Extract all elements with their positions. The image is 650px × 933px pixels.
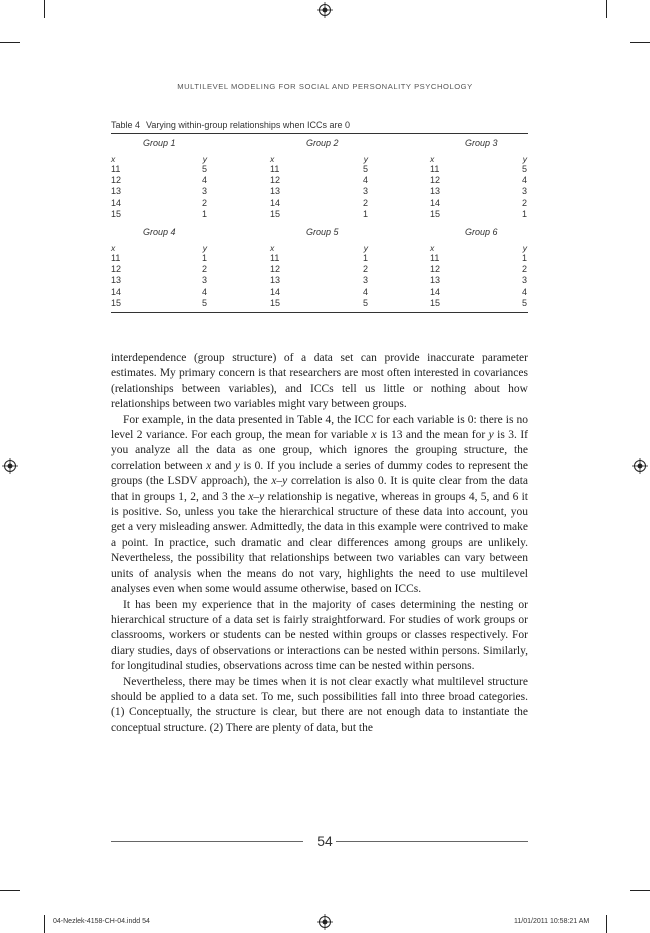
registration-mark-icon	[2, 458, 18, 474]
column-header-y: y	[522, 243, 527, 253]
table-bottom-rule	[111, 312, 528, 313]
table-cell-y: 4	[201, 175, 207, 186]
table-cell-x: 12	[111, 175, 122, 186]
crop-mark	[0, 890, 20, 891]
column-header-x: x	[111, 243, 116, 253]
registration-mark-icon	[632, 458, 648, 474]
column-header-y: y	[363, 243, 368, 253]
table-cell-y: 5	[362, 164, 368, 174]
paragraph: Nevertheless, there may be times when it is not clear exactly what multilevel structure should be applied to a data set. To me, such possibilities fall into three broad categories. (1) Conceptually, the structure is clear, but there are not enough data to instantiate the conceptual structure. (2) There are plenty of data, but the	[111, 675, 528, 734]
table-cell-x: 15	[430, 297, 441, 308]
table-cell-y: 1	[201, 253, 207, 263]
table-cell-y: 5	[362, 297, 368, 308]
column-header-x: x	[430, 154, 435, 164]
table-cell-y: 3	[362, 275, 368, 286]
table-cell-x: 11	[111, 253, 121, 263]
body-text	[111, 351, 528, 736]
table-cell-y: 2	[201, 197, 207, 208]
table-cell-y: 2	[521, 264, 527, 275]
table-cell-x: 12	[270, 175, 281, 186]
footer-rule-right	[336, 841, 528, 842]
table-cell-x: 14	[430, 286, 441, 297]
table-cell-y: 4	[521, 286, 527, 297]
table-label: Table 4	[111, 120, 141, 130]
table-top-rule	[111, 133, 528, 134]
column-header-x: x	[430, 243, 435, 253]
table-cell-x: 14	[270, 286, 281, 297]
table-cell-y: 3	[201, 186, 207, 197]
slug-date: 11/01/2011 10:58:21 AM	[514, 918, 590, 925]
table-cell-x: 11	[111, 164, 121, 174]
paragraph: interdependence (group structure) of a data set can provide inaccurate parameter estimates. My primary concern is that researchers are most often interested in covariances (relationships between variables), and ICCs tell us little or nothing about how relationships between two variables might vary between groups.	[111, 352, 528, 411]
table-cell-x: 12	[430, 175, 441, 186]
group-header: Group 5	[306, 227, 339, 237]
table-cell-y: 1	[521, 208, 527, 219]
table-cell-x: 12	[430, 264, 441, 275]
footer-rule-left	[111, 841, 303, 842]
group-header: Group 3	[465, 138, 498, 148]
table-cell-x: 13	[270, 186, 281, 197]
table-cell-x: 13	[430, 186, 441, 197]
crop-mark	[630, 890, 650, 891]
column-header-x: x	[270, 243, 275, 253]
table-cell-y: 5	[201, 164, 207, 174]
running-head: MULTILEVEL MODELING FOR SOCIAL AND PERSONALITY PSYCHOLOGY	[177, 82, 473, 91]
column-header-y: y	[202, 154, 207, 164]
table-cell-x: 11	[270, 164, 280, 174]
paragraph: For example, in the data presented in Table 4, the ICC for each variable is 0: there is no level 2 variance. For each group, the mean for variable x is 13 and the mean for y is 3. If you analyze all the data as one group, which ignores the grouping structure, the correlation between x and y is 0. If you include a series of dummy codes to represent the groups (the LSDV approach), the x–y correlation is also 0. It is quite clear from the data that in groups 1, 2, and 3 the x–y relationship is negative, whereas in groups 4, 5, and 6 it is positive. So, unless you take the hierarchical structure of these data into account, you get a very misleading answer. Admittedly, the data in this example were contrived to make a point. In practice, such dramatic and clear differences among groups are unlikely. Nevertheless, the possibility that relationships between two variables can vary between units of analysis when the means do not vary, highlights the need to use multilevel analyses even when some would assume otherwise, based on ICCs.	[111, 413, 528, 596]
table-cell-y: 5	[521, 164, 527, 174]
table-cell-y: 1	[521, 253, 527, 263]
column-header-x: x	[270, 154, 275, 164]
table-caption	[111, 120, 350, 130]
table-cell-y: 3	[521, 186, 527, 197]
table-cell-y: 2	[362, 197, 368, 208]
table-cell-x: 13	[430, 275, 441, 286]
table-cell-x: 15	[430, 208, 441, 219]
table-cell-y: 4	[362, 286, 368, 297]
table-cell-y: 1	[362, 208, 368, 219]
table-cell-x: 15	[270, 297, 281, 308]
table-cell-y: 2	[521, 197, 527, 208]
table-cell-y: 4	[362, 175, 368, 186]
table-cell-x: 14	[430, 197, 441, 208]
table-cell-x: 12	[111, 264, 122, 275]
crop-mark	[606, 915, 607, 933]
table-cell-y: 5	[201, 297, 207, 308]
table-cell-x: 13	[111, 275, 122, 286]
crop-mark	[44, 915, 45, 933]
table-cell-x: 14	[111, 286, 122, 297]
table-caption-text: Varying within-group relationships when ICCs are 0	[146, 120, 350, 130]
crop-mark	[44, 0, 45, 18]
table-cell-x: 12	[270, 264, 281, 275]
registration-mark-icon	[317, 2, 333, 18]
table-cell-y: 5	[521, 297, 527, 308]
table-cell-y: 1	[362, 253, 368, 263]
table-cell-y: 2	[362, 264, 368, 275]
column-header-x: x	[111, 154, 116, 164]
column-header-y: y	[522, 154, 527, 164]
table-cell-x: 15	[270, 208, 281, 219]
table-cell-x: 14	[270, 197, 281, 208]
crop-mark	[0, 42, 20, 43]
slug-file: 04-Nezlek-4158-CH-04.indd 54	[53, 918, 150, 925]
table-cell-y: 1	[201, 208, 207, 219]
paragraph: It has been my experience that in the majority of cases determining the nesting or hierarchical structure of a data set is fairly straightforward. For studies of work groups or classrooms, workers or students can be nested within groups or classes respectively. For diary studies, days of observations or interactions can be nested within persons. Similarly, for longitudinal studies, observations across time can be nested within persons.	[111, 598, 528, 673]
group-header: Group 2	[306, 138, 339, 148]
group-header: Group 6	[465, 227, 498, 237]
table-cell-x: 13	[270, 275, 281, 286]
table-cell-y: 4	[201, 286, 207, 297]
table-cell-y: 3	[521, 275, 527, 286]
table-cell-y: 3	[362, 186, 368, 197]
table-cell-x: 11	[270, 253, 280, 263]
group-header: Group 1	[143, 138, 176, 148]
table-cell-x: 11	[430, 253, 440, 263]
crop-mark	[630, 42, 650, 43]
registration-mark-icon	[317, 914, 333, 930]
group-header: Group 4	[143, 227, 176, 237]
table-cell-y: 4	[521, 175, 527, 186]
table-cell-x: 15	[111, 208, 122, 219]
table-cell-y: 3	[201, 275, 207, 286]
table-cell-x: 13	[111, 186, 122, 197]
table-cell-x: 11	[430, 164, 440, 174]
crop-mark	[606, 0, 607, 18]
column-header-y: y	[202, 243, 207, 253]
table-cell-x: 15	[111, 297, 122, 308]
table-cell-y: 2	[201, 264, 207, 275]
column-header-y: y	[363, 154, 368, 164]
page-number: 54	[317, 833, 333, 849]
table-cell-x: 14	[111, 197, 122, 208]
